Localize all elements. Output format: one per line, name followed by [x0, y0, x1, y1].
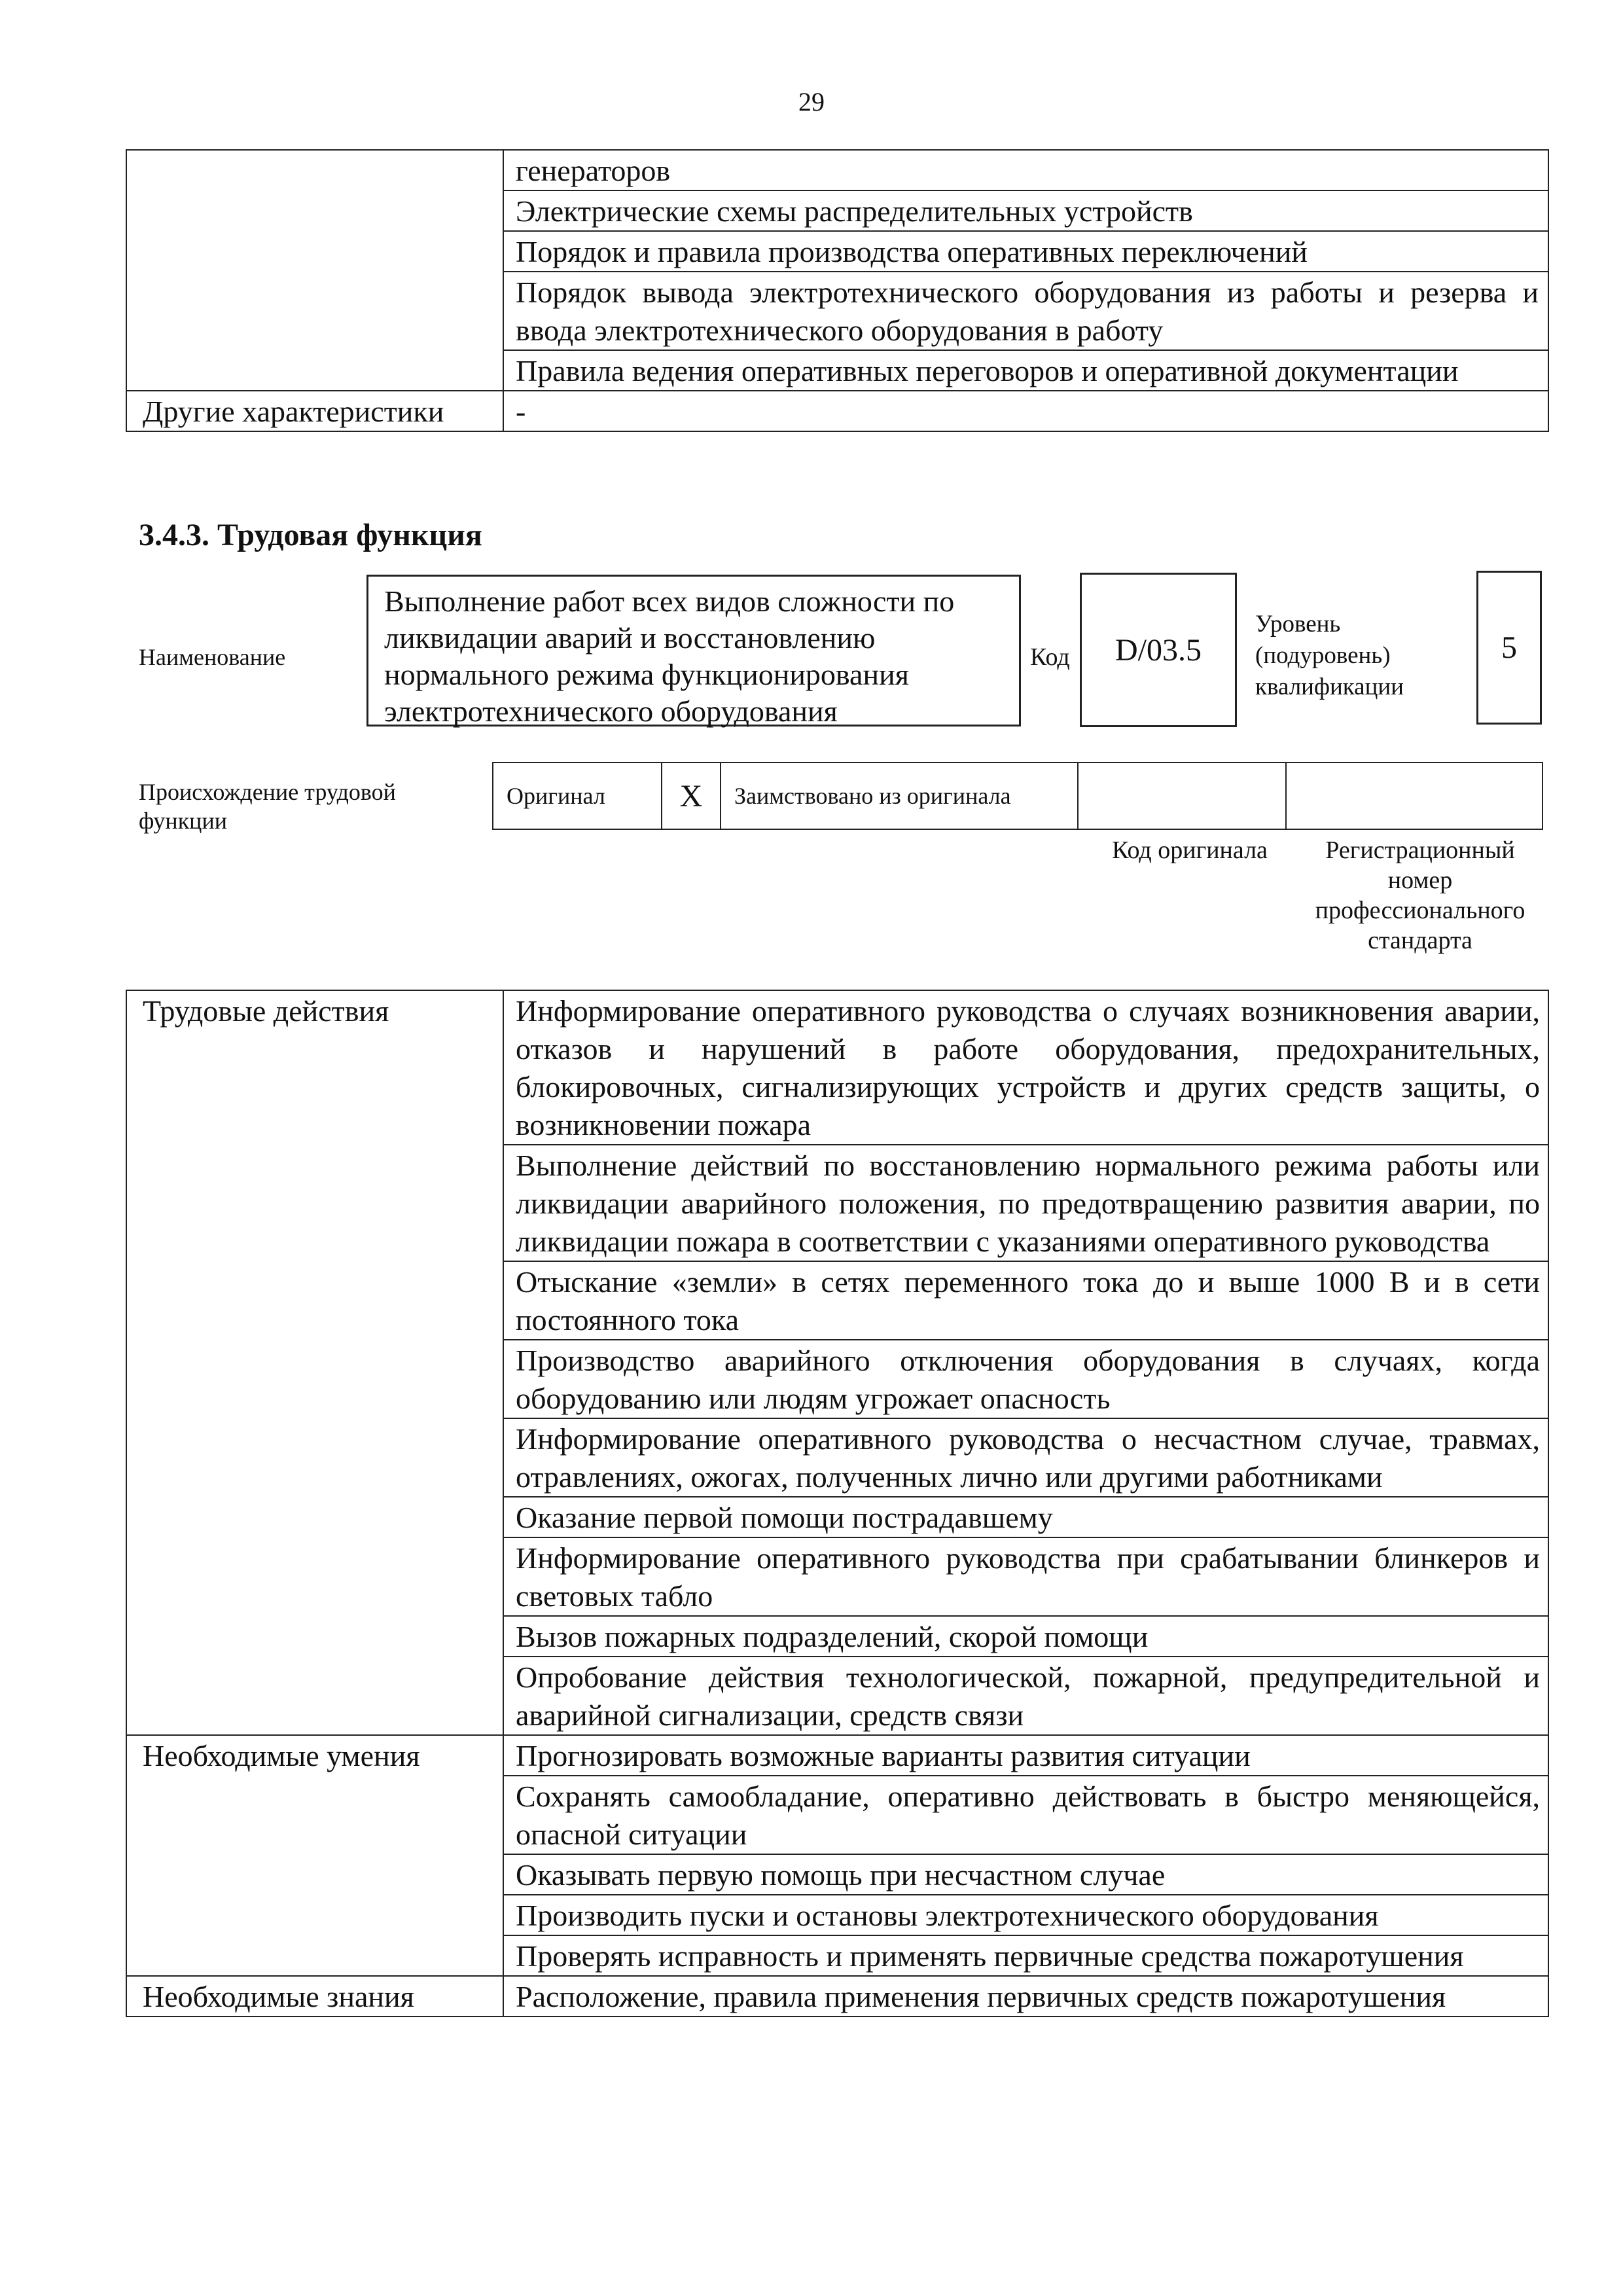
- original-label: Оригинал: [493, 762, 662, 829]
- original-mark: X: [662, 762, 721, 829]
- knowledge-item: Порядок вывода электротехнического оборудования из работы и резерва и ввода электротехнического оборудования в работу: [503, 272, 1548, 350]
- table-row: [126, 990, 1548, 1145]
- function-name-box: Выполнение работ всех видов сложности по ликвидации аварий и восстановлению нормального режима функционирования электротехнического оборудования: [366, 575, 1021, 726]
- knowledge-item: генераторов: [503, 150, 1548, 190]
- table-row: [126, 1735, 1548, 1776]
- labor-actions-label: Трудовые действия: [126, 990, 503, 1735]
- qualification-level-label: Уровень (подуровень) квалификации: [1255, 611, 1404, 700]
- skill-item: Производить пуски и остановы электротехнического оборудования: [503, 1895, 1548, 1935]
- table-row: [126, 1976, 1548, 2017]
- original-code-cell: [1078, 762, 1286, 829]
- original-code-caption: Код оригинала: [1112, 836, 1268, 864]
- labor-action-item: Отыскание «земли» в сетях переменного тока до и выше 1000 В и в сети постоянного тока: [503, 1261, 1548, 1340]
- name-label: Наименование: [139, 644, 286, 670]
- other-characteristics-label: Другие характеристики: [126, 391, 503, 431]
- other-characteristics-value: -: [503, 391, 1548, 431]
- labor-action-item: Выполнение действий по восстановлению нормального режима работы или ликвидации аварийного положения, по предотвращению развития аварии, по ликвидации пожара в соответствии с указаниями оперативного руководства: [503, 1145, 1548, 1261]
- code-label: Код: [1030, 643, 1070, 671]
- labor-action-item: Вызов пожарных подразделений, скорой помощи: [503, 1616, 1548, 1657]
- skill-item: Оказывать первую помощь при несчастном случае: [503, 1854, 1548, 1895]
- labor-action-item: Информирование оперативного руководства при срабатывании блинкеров и световых табло: [503, 1537, 1548, 1616]
- registration-number-caption: Регистрационный номер профессионального стандарта: [1315, 836, 1525, 954]
- labor-action-item: Оказание первой помощи пострадавшему: [503, 1497, 1548, 1537]
- empty-header-cell: [126, 150, 503, 391]
- table-row: [126, 150, 1548, 190]
- required-skills-label: Необходимые умения: [126, 1735, 503, 1976]
- knowledge-item: Правила ведения оперативных переговоров и оперативной документации: [503, 350, 1548, 391]
- skill-item: Проверять исправность и применять первичные средства пожаротушения: [503, 1935, 1548, 1976]
- labor-action-item: Информирование оперативного руководства о случаях возникновения аварии, отказов и нарушений в работе оборудования, предохранительных, блокировочных, сигнализирующих устройств и других средств защиты, о возникновении пожара: [503, 990, 1548, 1145]
- origin-label: Происхождение трудовой функции: [139, 779, 396, 834]
- skill-item: Сохранять самообладание, оперативно действовать в быстро меняющейся, опасной ситуации: [503, 1776, 1548, 1854]
- required-knowledge-label: Необходимые знания: [126, 1976, 503, 2017]
- labor-action-item: Опробование действия технологической, пожарной, предупредительной и аварийной сигнализации, средств связи: [503, 1657, 1548, 1735]
- knowledge-item: Электрические схемы распределительных устройств: [503, 190, 1548, 231]
- labor-action-item: Производство аварийного отключения оборудования в случаях, когда оборудованию или людям угрожает опасность: [503, 1340, 1548, 1418]
- qualification-level-box: 5: [1476, 571, 1542, 725]
- borrowed-label: Заимствовано из оригинала: [721, 762, 1078, 829]
- registration-number-cell: [1286, 762, 1543, 829]
- table-row: [126, 391, 1548, 431]
- knowledge-item: Порядок и правила производства оперативных переключений: [503, 231, 1548, 272]
- continuation-table: [126, 149, 1549, 432]
- labor-action-item: Информирование оперативного руководства о несчастном случае, травмах, отравлениях, ожогах, полученных лично или другими работниками: [503, 1418, 1548, 1497]
- page-number: 29: [798, 87, 825, 117]
- main-table: [126, 990, 1549, 2017]
- skill-item: Прогнозировать возможные варианты развития ситуации: [503, 1735, 1548, 1776]
- knowledge-item: Расположение, правила применения первичных средств пожаротушения: [503, 1976, 1548, 2017]
- code-value-box: D/03.5: [1080, 573, 1237, 727]
- origin-table: [492, 762, 1543, 830]
- section-title: 3.4.3. Трудовая функция: [139, 518, 482, 552]
